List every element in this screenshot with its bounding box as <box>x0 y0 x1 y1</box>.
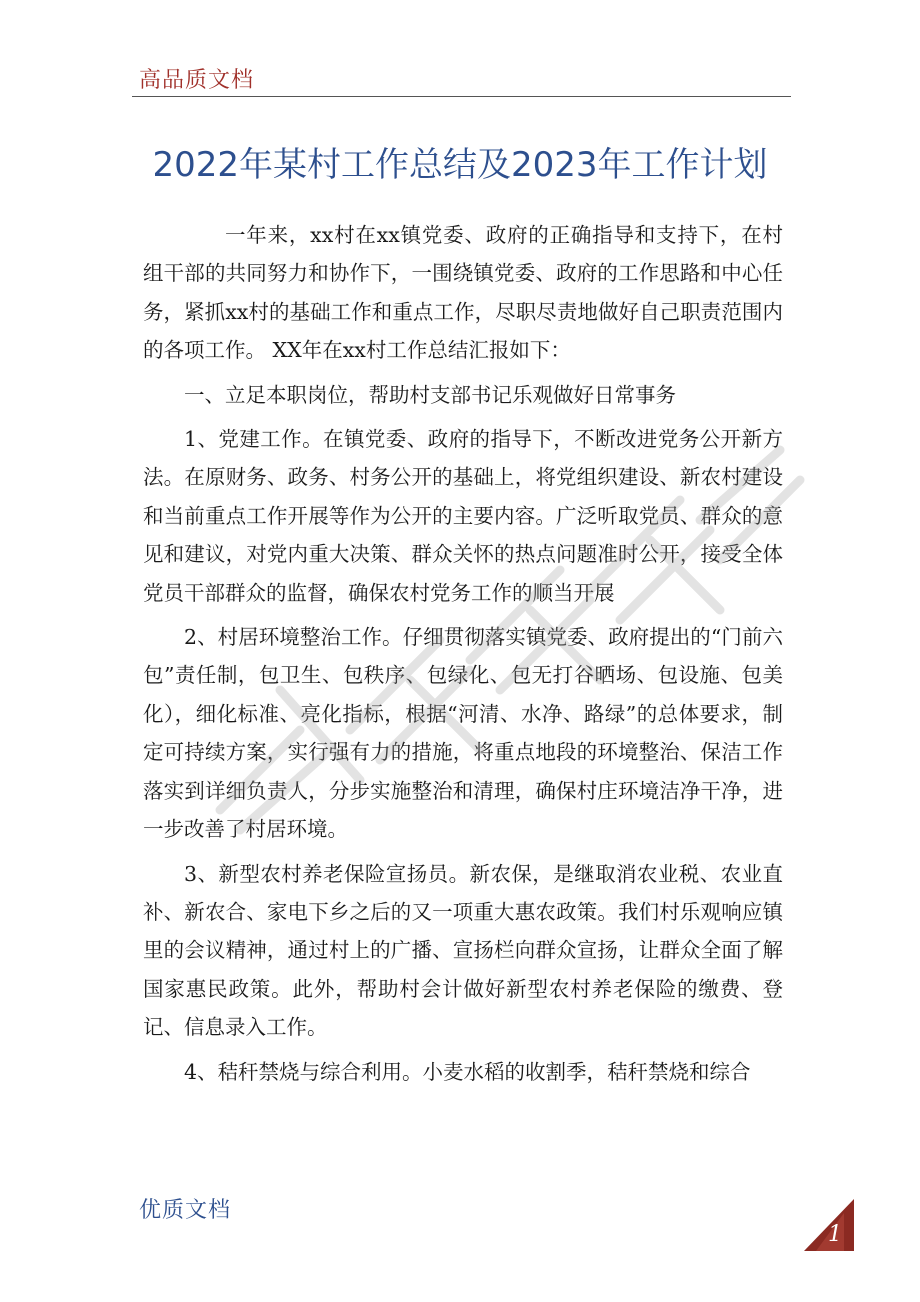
footer-label: 优质文档 <box>139 1198 232 1223</box>
page-number: 1 <box>828 1222 842 1247</box>
intro-paragraph: 一年来，xx村在xx镇党委、政府的正确指导和支持下，在村组干部的共同努力和协作下，一围绕镇党委、政府的工作思路和中心任务，紧抓xx村的基础工作和重点工作，尽职尽责地做好自己职责范围内的各项工作。 XX年在xx村工作总结汇报如下： <box>143 223 783 363</box>
paragraph-environment: 2、村居环境整治工作。仔细贯彻落实镇党委、政府提出的“门前六包”责任制，包卫生、包秩序、包绿化、包无打谷晒场、包设施、包美化），细化标准、亮化指标，根据“河清、水净、路绿”的总体要求，制定可持续方案，实行强有力的措施，将重点地段的环境整治、保洁工作落实到详细负责人，分步实施整治和清理，确保村庄环境洁净干净，进一步改善了村居环境。 <box>143 625 783 842</box>
paragraph-straw-burning: 4、秸秆禁烧与综合利用。小麦水稻的收割季，秸秆禁烧和综合 <box>184 1059 751 1084</box>
header-divider <box>132 96 791 97</box>
document-title: 2022年某村工作总结及2023年工作计划 <box>152 145 768 185</box>
section-heading: 一、立足本职岗位，帮助村支部书记乐观做好日常事务 <box>184 382 676 407</box>
document-body <box>143 216 783 1091</box>
header-label: 高品质文档 <box>139 68 255 93</box>
paragraph-pension: 3、新型农村养老保险宣扬员。新农保，是继取消农业税、农业直补、新农合、家电下乡之后的又一项重大惠农政策。我们村乐观响应镇里的会议精神，通过村上的广播、宣扬栏向群众宣扬，让群众全面了解国家惠民政策。此外，帮助村会计做好新型农村养老保险的缴费、登记、信息录入工作。 <box>143 861 783 1040</box>
paragraph-party-building: 1、党建工作。在镇党委、政府的指导下，不断改进党务公开新方法。在原财务、政务、村务公开的基础上，将党组织建设、新农村建设和当前重点工作开展等作为公开的主要内容。广泛听取党员、群众的意见和建议，对党内重大决策、群众关怀的热点问题准时公开，接受全体党员干部群众的监督，确保农村党务工作的顺当开展 <box>143 427 783 605</box>
